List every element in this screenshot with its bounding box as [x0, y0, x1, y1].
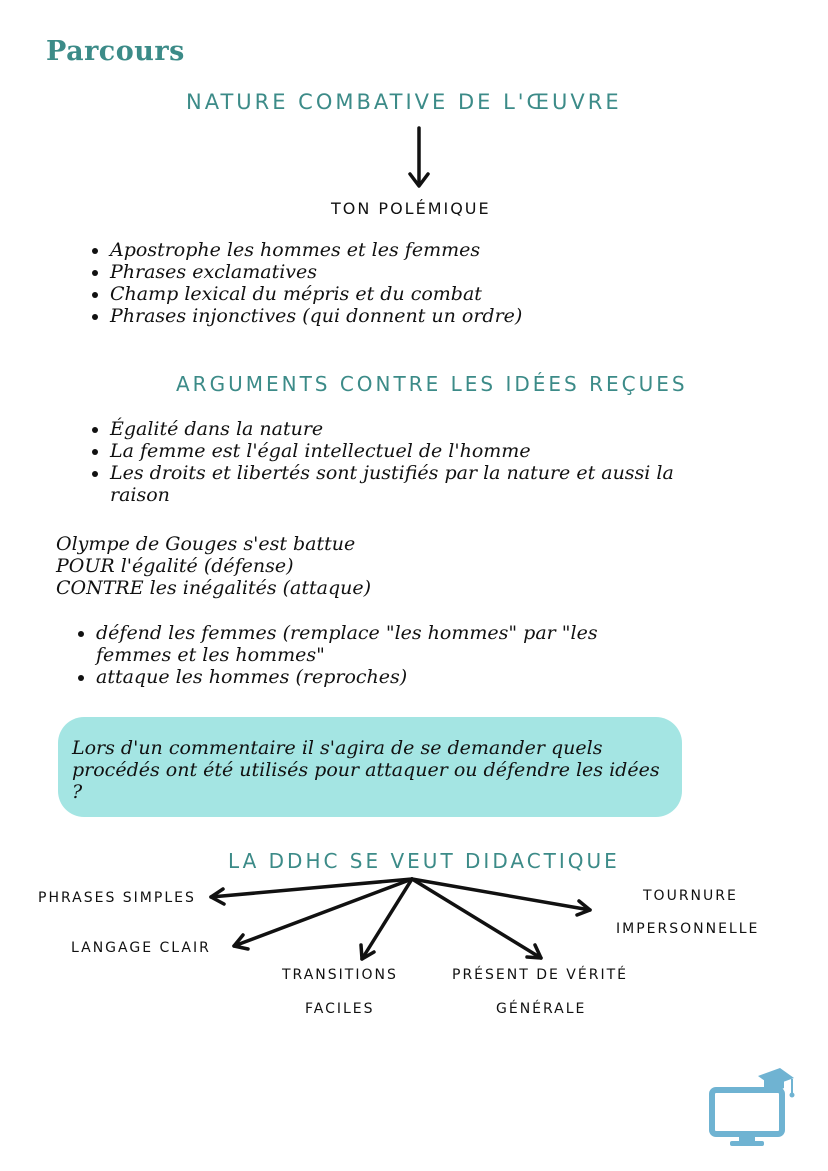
list-item: • Phrases exclamatives — [110, 261, 648, 283]
list-item: • La femme est l'égal intellectuel de l'homme — [110, 440, 698, 462]
callout-box — [58, 717, 682, 817]
list-item: • défend les femmes (remplace "les hommes" par "les femmes et les hommes" — [96, 622, 674, 666]
graduation-computer-logo-icon — [706, 1066, 796, 1150]
callout-text: Lors d'un commentaire il s'agira de se demander quels procédés ont été utilisés pour attaquer ou défendre les idées ? — [72, 737, 660, 803]
paragraph-line: CONTRE les inégalités (attaque) — [56, 577, 372, 599]
arrow-to-transitions — [361, 879, 412, 959]
heading-nature-combative: NATURE COMBATIVE DE L'ŒUVRE — [186, 90, 622, 114]
subheading-ton-polemique: TON POLÉMIQUE — [331, 199, 491, 218]
label-present-verite: PRÉSENT DE VÉRITÉ — [452, 967, 628, 983]
heading-arguments: ARGUMENTS CONTRE LES IDÉES REÇUES — [176, 372, 688, 396]
label-generale: GÉNÉRALE — [496, 1001, 587, 1017]
label-transitions: TRANSITIONS — [282, 967, 398, 983]
diagram-arrows — [211, 879, 590, 959]
label-langage-clair: LANGAGE CLAIR — [71, 940, 211, 956]
arrow-to-langage-clair — [234, 879, 412, 949]
label-faciles: FACILES — [305, 1001, 375, 1017]
bullet-list-defense — [74, 622, 674, 688]
list-item: • Égalité dans la nature — [110, 418, 698, 440]
paragraph-olympe — [56, 533, 476, 599]
page-title: Parcours — [46, 36, 185, 67]
list-item: • Champ lexical du mépris et du combat — [110, 283, 648, 305]
down-arrow-icon — [410, 128, 428, 186]
list-item: • Apostrophe les hommes et les femmes — [110, 239, 648, 261]
label-impersonnelle: IMPERSONNELLE — [616, 921, 760, 937]
bullet-list-arguments — [88, 418, 698, 506]
label-phrases-simples: PHRASES SIMPLES — [38, 890, 196, 906]
paragraph-line: POUR l'égalité (défense) — [56, 555, 294, 577]
label-tournure: TOURNURE — [643, 888, 738, 904]
list-item: • Phrases injonctives (qui donnent un ordre) — [110, 305, 648, 327]
list-item: • attaque les hommes (reproches) — [96, 666, 674, 688]
paragraph-line: Olympe de Gouges s'est battue — [56, 533, 356, 555]
heading-ddhc: LA DDHC SE VEUT DIDACTIQUE — [228, 849, 620, 873]
bullet-list-ton — [88, 239, 648, 327]
list-item: • Les droits et libertés sont justifiés par la nature et aussi la raison — [110, 462, 698, 506]
